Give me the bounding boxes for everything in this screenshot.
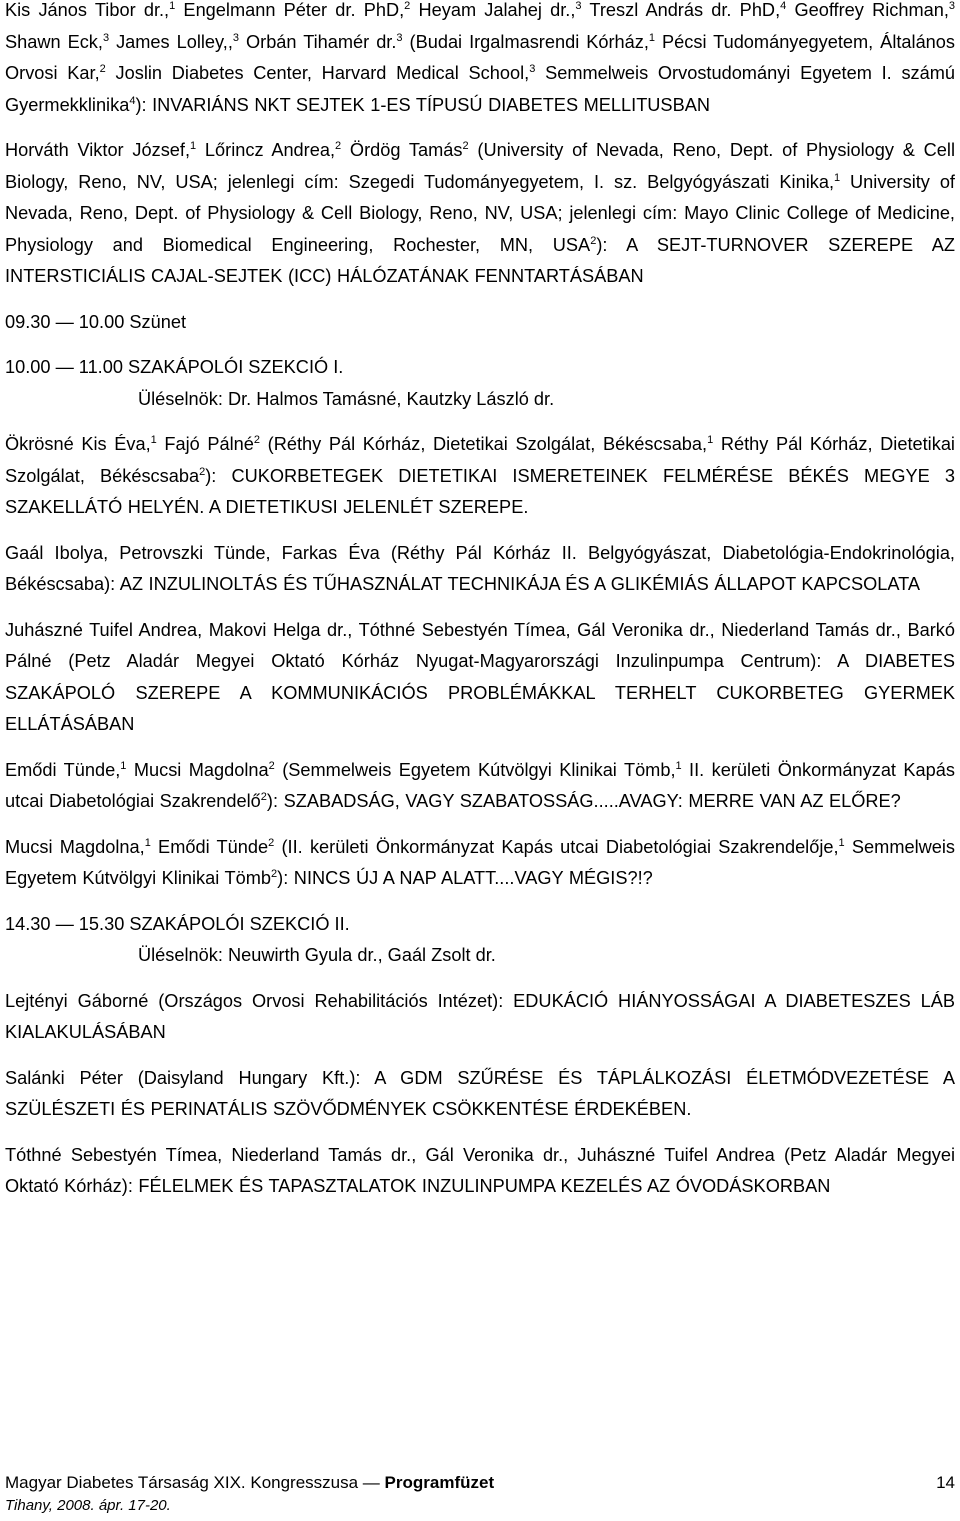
abstract-entry: Kis János Tibor dr.,$^1$ Engelmann Péter dr. PhD,$^2$ Heyam Jalahej dr.,$^3$ Treszl András dr. PhD,$^4$ Geoffrey Richman,$^3$ Shawn Eck,$^3$ James Lolley,,$^3$ Orbán Tihamér dr.$^3$ (Budai Irgalmasrendi Kórház,$^1$ Pécsi Tudományegyetem, Általános Orvosi Kar,$^2$ Joslin Diabetes Center, Harvard Medical School,$^3$ Semmelweis Orvostudományi Egyetem I. számú Gyermekklinika$^4$): INVARIÁNS NKT SEJTEK 1-ES TÍPUSÚ DIABETES MELLITUSBAN	[5, 0, 956, 115]
abstract-entry: Mucsi Magdolna,$^1$ Emődi Tünde$^2$ (II. kerületi Önkormányzat Kapás utcai Diabetológiai Szakrendelője,$^1$ Semmelweis Egyetem Kútvölgyi Klinikai Tömb$^2$): NINCS ÚJ A NAP ALATT....VAGY MÉGIS?!?	[5, 836, 956, 888]
page-number: 14	[936, 1473, 955, 1492]
footer-date: Tihany, 2008. ápr. 17-20.	[5, 1497, 171, 1514]
break-time: 09.30 — 10.00 Szünet	[5, 311, 186, 332]
abstract-entry: Ökrösné Kis Éva,$^1$ Fajó Pálné$^2$ (Réthy Pál Kórház, Dietetikai Szolgálat, Békéscsaba,$^1$ Réthy Pál Kórház, Dietetikai Szolgálat, Békéscsaba$^2$): CUKORBETEGEK DIETETIKAI ISMERETEINEK FELMÉRÉSE BÉKÉS MEGYE 3 SZAKELLÁTÓ HELYÉN. A DIETETIKUSI JELENLÉT SZEREPE.	[5, 433, 956, 517]
footer-title: Magyar Diabetes Társaság XIX. Kongresszusa — Programfüzet	[5, 1473, 495, 1492]
abstract-entry: Salánki Péter (Daisyland Hungary Kft.): A GDM SZŰRÉSE ÉS TÁPLÁLKOZÁSI ÉLETMÓDVEZETÉSE A SZÜLÉSZETI ÉS PERINATÁLIS SZÖVŐDMÉNYEK CSÖKKENTÉSE ÉRDEKÉBEN.	[5, 1067, 955, 1119]
abstract-entry: Gaál Ibolya, Petrovszki Tünde, Farkas Éva (Réthy Pál Kórház II. Belgyógyászat, Diabetológia-Endokrinológia, Békéscsaba): AZ INZULINOLTÁS ÉS TŰHASZNÁLAT TECHNIKÁJA ÉS A GLIKÉMIÁS ÁLLAPOT KAPCSOLATA	[5, 542, 955, 594]
footer-title-bold: Programfüzet	[384, 1473, 495, 1492]
page-footer	[5, 1471, 955, 1517]
abstract-entry: Emődi Tünde,$^1$ Mucsi Magdolna$^2$ (Semmelweis Egyetem Kútvölgyi Klinikai Tömb,$^1$ II. kerületi Önkormányzat Kapás utcai Diabetológiai Szakrendelő$^2$): SZABADSÁG, VAGY SZABATOSSÁG.....AVAGY: MERRE VAN AZ ELŐRE?	[5, 759, 955, 811]
abstract-entry: Tóthné Sebestyén Tímea, Niederland Tamás dr., Gál Veronika dr., Juhászné Tuifel Andrea (Petz Aladár Megyei Oktató Kórház): FÉLELMEK ÉS TAPASZTALATOK INZULINPUMPA KEZELÉS AZ ÓVODÁSKORBAN	[5, 1144, 955, 1196]
document-page	[5, 0, 955, 1203]
abstract-entry: Juhászné Tuifel Andrea, Makovi Helga dr., Tóthné Sebestyén Tímea, Gál Veronika dr., Niederland Tamás dr., Barkó Pálné (Petz Aladár Megyei Oktató Kórház Nyugat-Magyarországi Inzulinpumpa Centrum): A DIABETES SZAKÁPOLÓ SZEREPE A KOMMUNIKÁCIÓS PROBLÉMÁKKAL TERHELT CUKORBETEG GYERMEK ELLÁTÁSÁBAN	[5, 619, 955, 734]
abstract-entry: Lejtényi Gáborné (Országos Orvosi Rehabilitációs Intézet): EDUKÁCIÓ HIÁNYOSSÁGAI A DIABETESZES LÁB KIALAKULÁSÁBAN	[5, 990, 955, 1042]
session-chairs: Üléselnök: Neuwirth Gyula dr., Gaál Zsolt dr.	[138, 945, 496, 965]
abstract-entry: Horváth Viktor József,$^1$ Lőrincz Andrea,$^2$ Ördög Tamás$^2$ (University of Nevada, Reno, Dept. of Physiology & Cell Biology, Reno, NV, USA; jelenlegi cím: Szegedi Tudományegyetem, I. sz. Belgyógyászati Kinika,$^1$ University of Nevada, Reno, Dept. of Physiology & Cell Biology, Reno, NV, USA; jelenlegi cím: Mayo Clinic College of Medicine, Physiology and Biomedical Engineering, Rochester, MN, USA$^2$): A SEJT-TURNOVER SZEREPE AZ INTERSTICIÁLIS CAJAL-SEJTEK (ICC) HÁLÓZATÁNAK FENNTARTÁSÁBAN	[5, 139, 955, 286]
session-chairs: Üléselnök: Dr. Halmos Tamásné, Kautzky László dr.	[138, 388, 555, 409]
session-heading: 14.30 — 15.30 SZAKÁPOLÓI SZEKCIÓ II.	[5, 913, 350, 934]
session-heading: 10.00 — 11.00 SZAKÁPOLÓI SZEKCIÓ I.	[5, 357, 344, 377]
